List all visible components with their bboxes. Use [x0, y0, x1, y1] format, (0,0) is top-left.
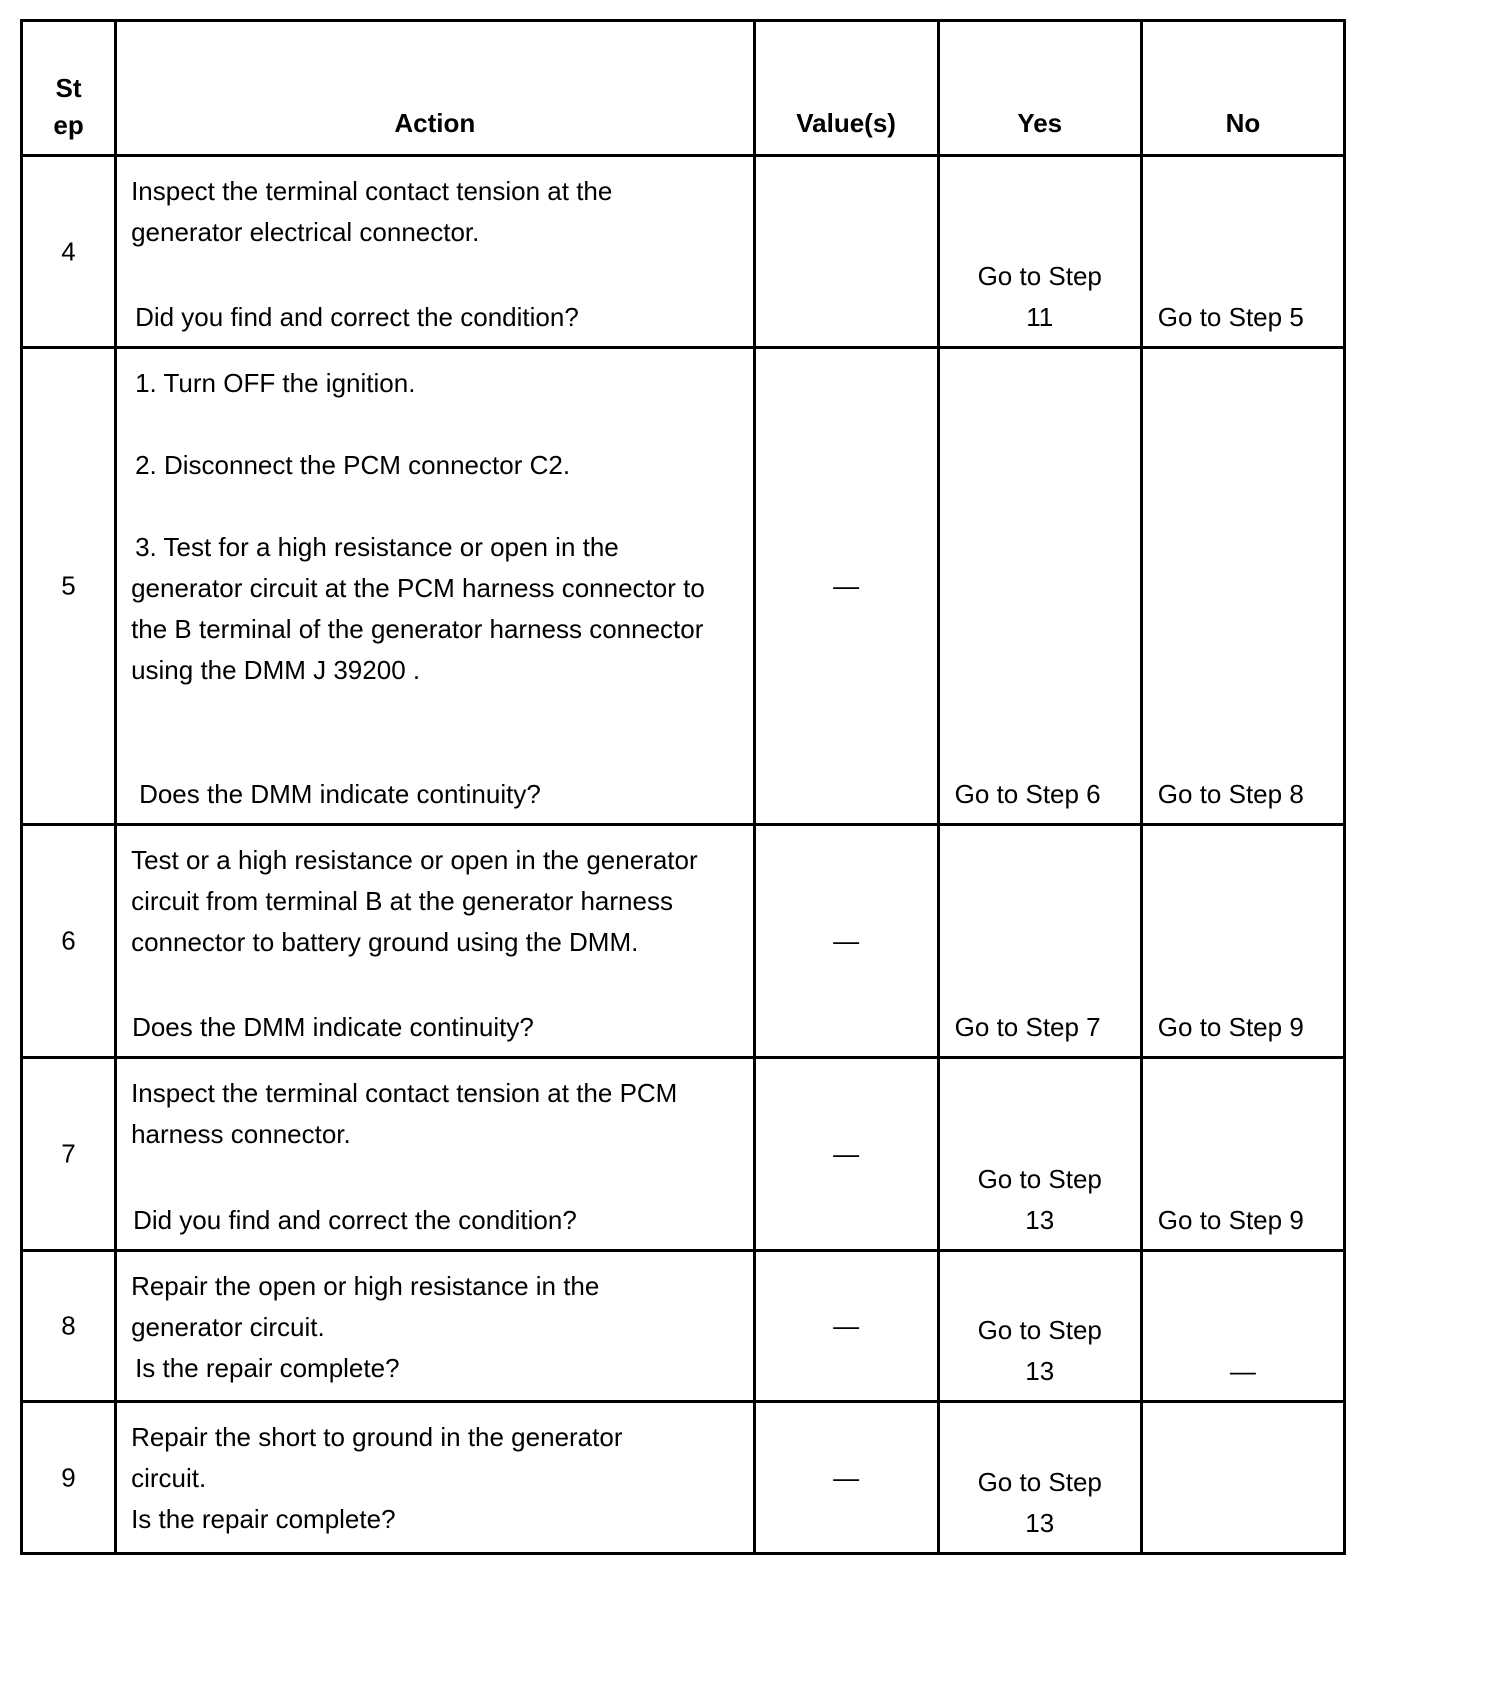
value-text: — — [833, 1310, 860, 1341]
header-yes: Yes — [938, 21, 1141, 156]
value-cell — [754, 348, 938, 825]
value-cell — [754, 156, 938, 348]
value-text: — — [833, 925, 860, 956]
diagnostic-table — [20, 19, 1346, 1555]
no-cell — [1141, 1251, 1344, 1402]
table-row — [22, 1058, 1345, 1251]
step-cell — [22, 1058, 116, 1251]
no-cell — [1141, 825, 1344, 1058]
action-question: Did you find and correct the condition? — [135, 302, 579, 332]
yes-line: 13 — [1025, 1508, 1055, 1538]
yes-line: Go to Step — [977, 1467, 1102, 1497]
action-line: using the DMM J 39200 . — [131, 655, 421, 685]
action-line: Test or a high resistance or open in the generator — [131, 845, 698, 875]
yes-line: 11 — [1026, 302, 1054, 332]
yes-line: Go to Step — [977, 261, 1102, 291]
action-question: Is the repair complete? — [135, 1353, 400, 1383]
table-row — [22, 1402, 1345, 1554]
step-number: 7 — [61, 1138, 76, 1169]
step-number: 5 — [61, 570, 76, 601]
action-line: Inspect the terminal contact tension at the PCM — [131, 1078, 678, 1108]
no-text: Go to Step 9 — [1157, 1205, 1304, 1235]
yes-text: Go to Step 7 — [954, 1012, 1101, 1042]
step-cell — [22, 1402, 116, 1554]
yes-line: 13 — [1025, 1356, 1055, 1386]
action-cell — [116, 1251, 754, 1402]
step-cell — [22, 156, 116, 348]
action-cell — [116, 825, 754, 1058]
yes-text: Go to Step 6 — [954, 779, 1101, 809]
yes-line: Go to Step — [977, 1164, 1102, 1194]
table-row — [22, 348, 1345, 825]
action-line: generator circuit at the PCM harness connector to — [131, 573, 705, 603]
header-action: Action — [116, 21, 754, 156]
action-cell — [116, 1402, 754, 1554]
value-text: — — [833, 1138, 860, 1169]
header-values: Value(s) — [754, 21, 938, 156]
action-line: Repair the open or high resistance in the — [131, 1271, 600, 1301]
step-number: 6 — [61, 925, 76, 956]
yes-line: Go to Step — [977, 1315, 1102, 1345]
value-cell — [754, 825, 938, 1058]
value-text: — — [833, 570, 860, 601]
yes-cell — [938, 1402, 1141, 1554]
yes-cell — [938, 156, 1141, 348]
action-line: generator electrical connector. — [131, 217, 480, 247]
step-cell — [22, 348, 116, 825]
action-line: generator circuit. — [131, 1312, 325, 1342]
action-item: 1. Turn OFF the ignition. — [135, 368, 416, 398]
action-line: the B terminal of the generator harness connector — [131, 614, 704, 644]
value-cell — [754, 1402, 938, 1554]
action-line: circuit from terminal B at the generator harness — [131, 886, 673, 916]
action-line: circuit. — [131, 1463, 207, 1493]
no-cell — [1141, 1058, 1344, 1251]
step-number: 4 — [61, 236, 76, 266]
action-item: 2. Disconnect the PCM connector C2. — [135, 450, 571, 480]
table-row — [22, 1251, 1345, 1402]
table-row — [22, 156, 1345, 348]
action-item: 3. Test for a high resistance or open in the — [135, 532, 619, 562]
no-text: — — [1229, 1356, 1256, 1386]
no-text: Go to Step 8 — [1157, 779, 1304, 809]
no-cell — [1141, 348, 1344, 825]
action-line: harness connector. — [131, 1119, 351, 1149]
table-row — [22, 825, 1345, 1058]
step-number: 8 — [61, 1310, 76, 1341]
header-step — [22, 21, 116, 156]
step-cell — [22, 825, 116, 1058]
step-number: 9 — [61, 1462, 76, 1492]
value-cell — [754, 1251, 938, 1402]
yes-cell — [938, 348, 1141, 825]
value-text: — — [833, 1462, 860, 1492]
header-row — [22, 21, 1345, 156]
no-cell — [1141, 1402, 1344, 1554]
action-line: connector to battery ground using the DMM. — [131, 927, 639, 957]
action-question: Does the DMM indicate continuity? — [139, 779, 541, 809]
no-cell — [1141, 156, 1344, 348]
yes-line: 13 — [1025, 1205, 1055, 1235]
header-no: No — [1141, 21, 1344, 156]
yes-cell — [938, 1058, 1141, 1251]
no-text: Go to Step 5 — [1157, 302, 1304, 332]
action-question: Does the DMM indicate continuity? — [132, 1012, 534, 1042]
action-line: Repair the short to ground in the generator — [131, 1422, 623, 1452]
action-question: Is the repair complete? — [131, 1504, 396, 1534]
yes-cell — [938, 825, 1141, 1058]
yes-cell — [938, 1251, 1141, 1402]
action-cell — [116, 156, 754, 348]
no-text: Go to Step 9 — [1157, 1012, 1304, 1042]
step-cell — [22, 1251, 116, 1402]
action-cell — [116, 348, 754, 825]
action-cell — [116, 1058, 754, 1251]
header-step-label: St ep — [53, 73, 84, 140]
action-line: Inspect the terminal contact tension at the — [131, 176, 613, 206]
value-cell — [754, 1058, 938, 1251]
action-question: Did you find and correct the condition? — [133, 1205, 577, 1235]
